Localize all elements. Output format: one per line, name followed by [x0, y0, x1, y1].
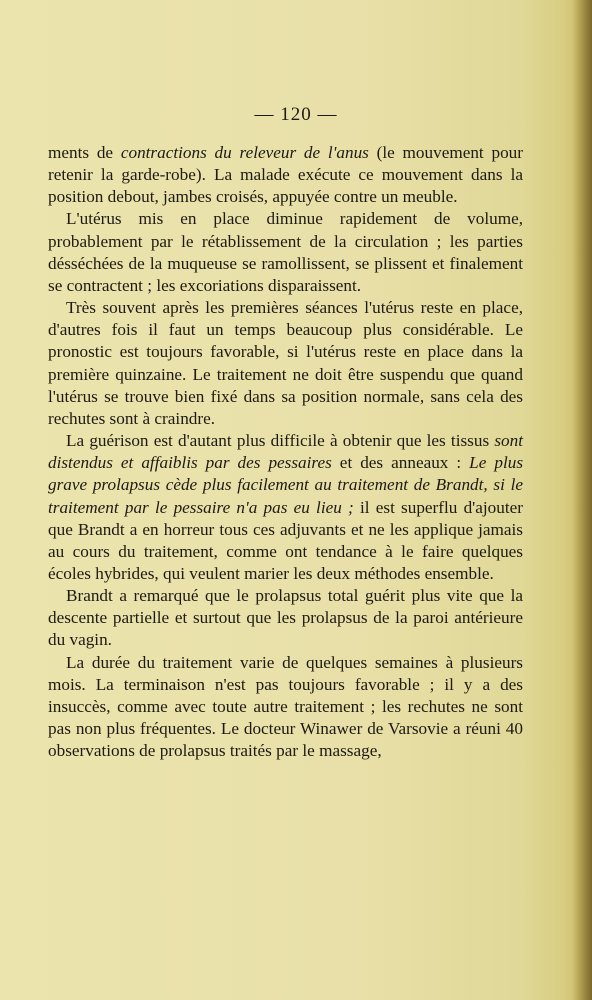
text-run: L'utérus mis en place diminue rapidement de volume, probablement par le rétablissement de la circulation ; les parties désséchées de la muqueuse se ramollissent, se plissent et finalement se contractent ; les excoriations disparaissent.: [48, 209, 523, 295]
text-run: Très souvent après les premières séances l'utérus reste en place, d'autres fois il faut un temps beaucoup plus considérable. Le pronostic est toujours favorable, si l'utérus reste en place dans la première quinzaine. Le traitement ne doit être suspendu que quand l'utérus se trouve bien fixé dans sa position normale, sans cela des rechutes sont à craindre.: [48, 298, 523, 428]
paragraph: [48, 430, 523, 585]
body-text: [48, 142, 523, 762]
text-run: (le mouvement pour retenir la garde-robe). La malade exécute ce mouvement dans la position debout, jambes croisés, appuyée contre un meuble.: [48, 143, 523, 207]
page-edge-shadow: [572, 0, 592, 1000]
text-run: Brandt a remarqué que le prolapsus total guérit plus vite que la descente partielle et surtout que les prolapsus de la paroi antérieure du vagin.: [48, 586, 523, 650]
text-run: et des anneaux :: [331, 453, 470, 473]
page-number: — 120 —: [254, 104, 338, 125]
text-run: ments de: [48, 143, 121, 162]
paragraph: [48, 652, 523, 763]
text-run: La durée du traitement varie de quelques semaines à plusieurs mois. La terminaison n'est pas toujours favorable ; il y a des insuccès, comme avec toute autre traitement ; les rechutes ne sont pas non plus fréquentes. Le docteur Winawer de Varsovie a réuni 40 observations de prolapsus traités par le massage,: [48, 652, 523, 761]
text-run: La guérison est d'autant plus difficile à obtenir que les tissus: [66, 431, 495, 451]
paragraph: [48, 208, 523, 297]
paragraph: [48, 142, 523, 208]
italic-text: Le plus grave prolapsus cède plus facilement au traitement de Brandt, si le traitement par le pessaire n'a pas eu lieu ;: [48, 453, 524, 517]
paragraph: [48, 297, 523, 430]
paragraph: [48, 585, 523, 651]
italic-text: sont distendus et affaiblis par des pessaires: [48, 431, 523, 473]
italic-text: contractions du releveur de l'anus: [120, 143, 369, 162]
text-run: il est superflu d'ajouter que Brandt a en horreur tous ces adjuvants et ne les applique jamais au cours du traitement, comme ont tendance à le faire quelques écoles hybrides, qui veulent marier les deux méthodes ensemble.: [48, 497, 523, 583]
